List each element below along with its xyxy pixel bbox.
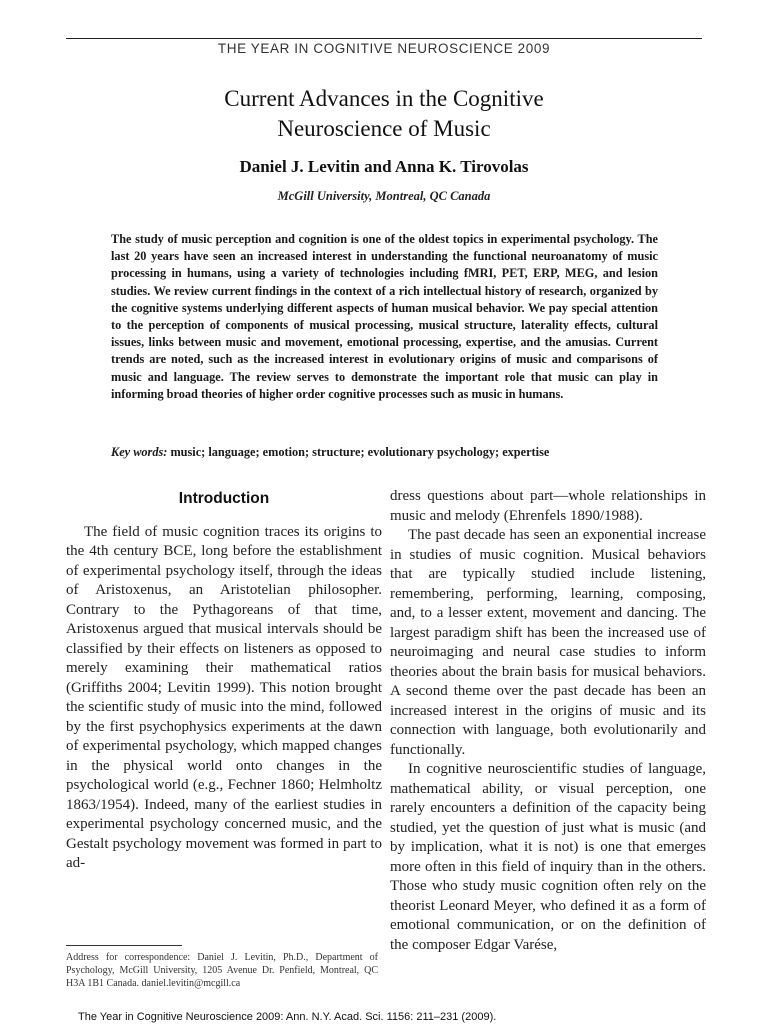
header-rule: [66, 38, 702, 39]
title-line-1: Current Advances in the Cognitive: [224, 86, 544, 111]
abstract: The study of music perception and cognition is one of the oldest topics in experimental psychology. The last 20 years have seen an increased interest in understanding the functional neuroanatomy of music processing in humans, using a variety of technologies including fMRI, PET, ERP, MEG, and lesion studies. We review current findings in the context of a rich intellectual history of research, organized by the cognitive systems underlying different aspects of human musical behavior. We pay special attention to the perception of components of musical processing, musical structure, laterality effects, cultural issues, links between music and movement, emotional processing, expertise, and the amusias. Current trends are noted, such as the increased interest in evolutionary origins of music and comparisons of music and language. The review serves to demonstrate the important role that music can play in informing broad theories of higher order cognitive processes such as music in humans.: [111, 232, 658, 401]
left-column: [66, 487, 382, 874]
affiliation: McGill University, Montreal, QC Canada: [277, 189, 491, 203]
author-list: Daniel J. Levitin and Anna K. Tirovolas: [239, 157, 529, 176]
keywords-list: music; language; emotion; structure; evolutionary psychology; expertise: [170, 445, 550, 459]
footnote-rule: [66, 945, 182, 946]
body-paragraph: In cognitive neuroscientific studies of language, mathematical ability, or visual perception, one rarely encounters a definition of the capacity being studied, yet the question of just what is music (and by implication, what it is not) is one that emerges more often in this field of inquiry than in the others. Those who study music cognition often rely on the theorist Leonard Meyer, who defined it as a form of emotional communication, or on the definition of the composer Edgar Varése,: [390, 761, 706, 953]
body-paragraph: dress questions about part—whole relationships in music and melody (Ehrenfels 1890/1988).: [390, 488, 706, 524]
keywords-label: Key words:: [111, 445, 168, 459]
body-paragraph: The field of music cognition traces its origins to the 4th century BCE, long before the establishment of experimental psychology itself, through the ideas of Aristoxenus, an Aristotelian philosopher. Contrary to the Pythagoreans of that time, Aristoxenus argued that musical intervals should be classified by their effects on listeners as opposed to merely examining their mathematical ratios (Griffiths 2004; Levitin 1999). This notion brought the scientific study of music into the mind, followed by the first psychophysics experiments at the dawn of experimental psychology, which mapped changes in the physical world onto changes in the psychological world (e.g., Fechner 1860; Helmholtz 1863/1954). Indeed, many of the earliest studies in experimental psychology concerned music, and the Gestalt psychology movement was formed in part to ad-: [66, 523, 382, 871]
article-title: [66, 84, 702, 144]
title-line-2: Neuroscience of Music: [277, 116, 491, 141]
citation-footer: The Year in Cognitive Neuroscience 2009: Ann. N.Y. Acad. Sci. 1156: 211–231 (2009).: [78, 1011, 497, 1023]
body-paragraph: The past decade has seen an exponential increase in studies of music cognition. Musical behaviors that are typically studied include listening, remembering, performing, learning, composing, and, to a lesser extent, movement and dancing. The largest paradigm shift has been the increased use of neuroimaging and neural case studies to inform theories about the brain basis for musical behaviors. A second theme over the past decade has been an increased interest in the origins of music and its connection with language, both evolutionarily and functionally.: [390, 527, 706, 758]
right-column: [390, 487, 706, 955]
correspondence-footnote: Address for correspondence: Daniel J. Levitin, Ph.D., Department of Psychology, McGill University, 1205 Avenue Dr. Penfield, Montreal, QC H3A 1B1 Canada. daniel.levitin@mcgill.ca: [66, 952, 378, 989]
section-heading: Introduction: [178, 490, 270, 507]
keywords: [111, 445, 658, 460]
running-head: THE YEAR IN COGNITIVE NEUROSCIENCE 2009: [217, 41, 551, 56]
